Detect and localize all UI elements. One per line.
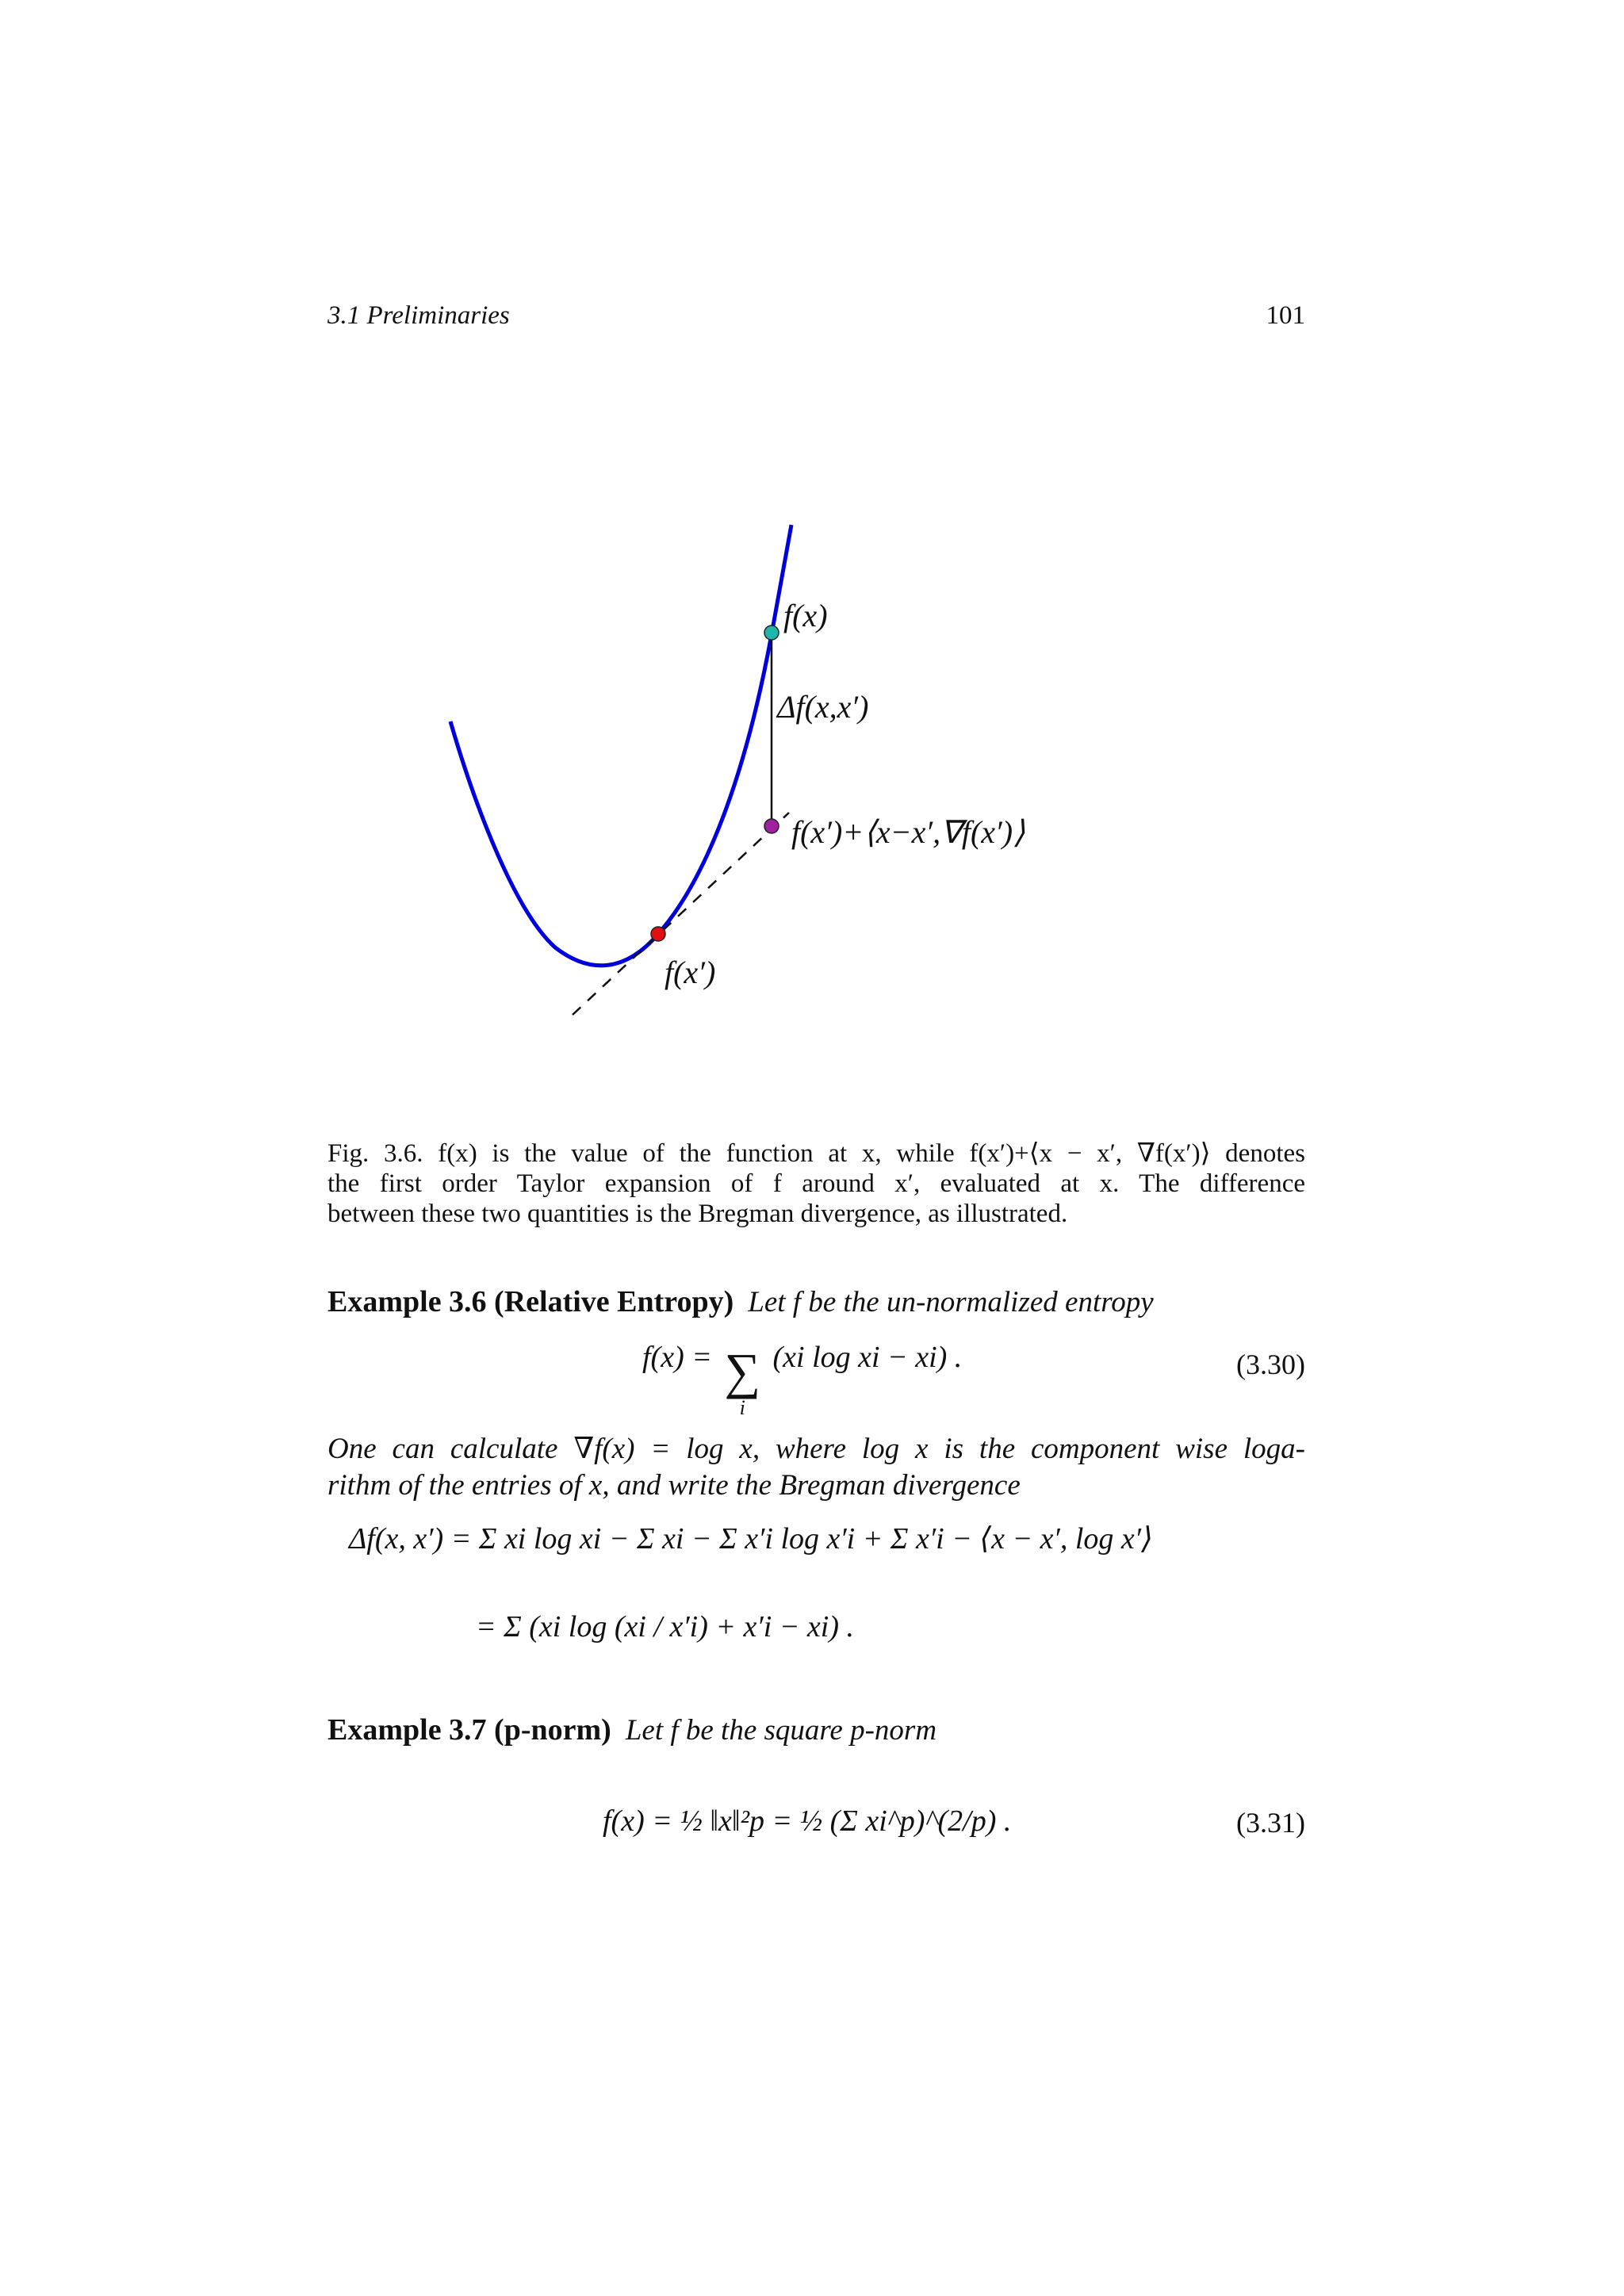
caption-line: Fig. 3.6. f(x) is the value of the function at x, while f(x′)+⟨x − x′, ∇f(x′)⟩ denotes [327,1139,1305,1168]
example-heading: Example 3.6 (Relative Entropy) [327,1285,734,1318]
bregman-divergence-line-2: = Σ (xi log (xi / x′i) + x′i − xi) . [476,1610,854,1644]
equation-3-30 [642,1340,962,1425]
equation-number: (3.31) [1236,1807,1305,1839]
point-fx [764,626,779,640]
label-fx: f(x) [783,598,828,633]
paragraph-line: One can calculate ∇f(x) = log x, where log x is the component wise loga- [327,1433,1305,1465]
bregman-figure [0,0,1624,1110]
running-head: 3.1 Preliminaries [327,301,510,330]
equation-3-31: f(x) = ½ ‖x‖²p = ½ (Σ xi^p)^(2/p) . [603,1804,1012,1838]
label-taylor: f(x′)+⟨x−x′,∇f(x′)⟩ [791,814,1025,850]
page-number: 101 [1266,301,1305,330]
example-3-7-heading-row [327,1712,936,1747]
sum-operator: ∑ i [724,1343,760,1419]
example-intro: Let f be the un-normalized entropy [748,1286,1154,1318]
eq-lhs: f(x) = [642,1341,712,1374]
figure-caption [327,1138,1305,1229]
label-delta: Δf(x,x′) [777,689,869,725]
example-intro: Let f be the square p-norm [625,1714,937,1747]
label-fxprime: f(x′) [665,955,716,990]
convex-curve [450,525,791,966]
eq-rhs: (xi log xi − xi) . [772,1341,963,1374]
equation-number: (3.30) [1236,1349,1305,1380]
paragraph-line: rithm of the entries of x, and write the Bregman divergence [327,1469,1021,1502]
caption-line: between these two quantities is the Bregman divergence, as illustrated. [327,1200,1068,1228]
point-fxprime [651,927,665,941]
example-heading: Example 3.7 (p-norm) [327,1713,611,1747]
caption-line: the first order Taylor expansion of f around x′, evaluated at x. The difference [327,1169,1305,1198]
example-3-6-heading-row [327,1284,1154,1319]
point-taylor [764,819,779,833]
bregman-divergence-line-1: Δf(x, x′) = Σ xi log xi − Σ xi − Σ x′i log x′i + Σ x′i − ⟨x − x′, log x′⟩ [349,1522,1153,1556]
